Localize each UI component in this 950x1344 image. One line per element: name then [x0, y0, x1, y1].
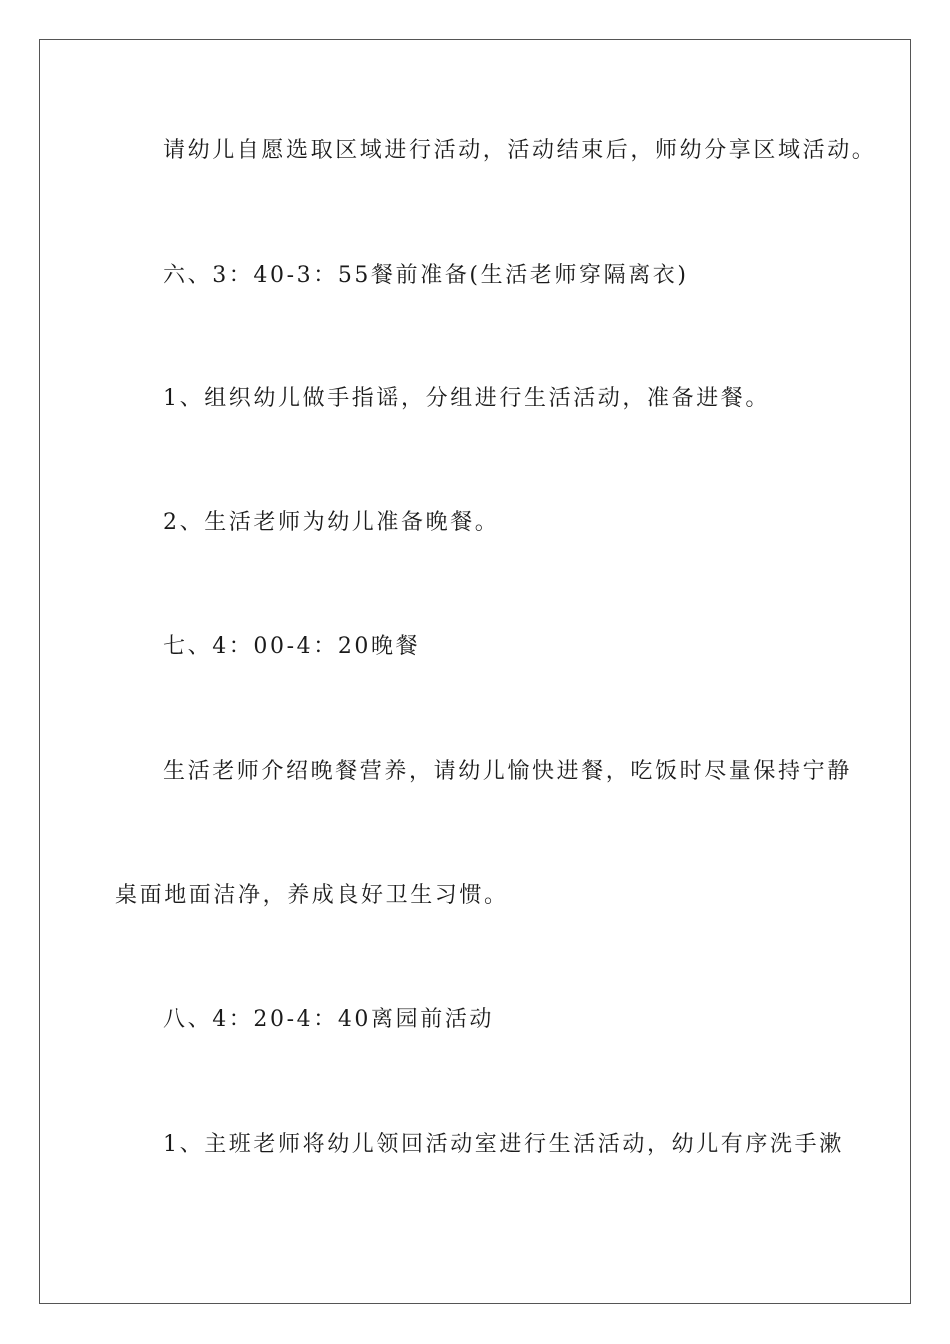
page-border	[39, 39, 911, 1304]
paragraph-dinner-nutrition: 生活老师介绍晚餐营养，请幼儿愉快进餐，吃饭时尽量保持宁静	[163, 759, 852, 784]
paragraph-area-activity: 请幼儿自愿选取区域进行活动，活动结束后，师幼分享区域活动。	[163, 138, 877, 163]
heading-section-six: 六、3：40-3：55餐前准备(生活老师穿隔离衣)	[163, 263, 689, 288]
paragraph-finger-rhyme: 1、组织幼儿做手指谣，分组进行生活活动，准备进餐。	[163, 386, 770, 411]
heading-section-eight: 八、4：20-4：40离园前活动	[163, 1007, 495, 1032]
paragraph-prepare-dinner: 2、生活老师为幼儿准备晚餐。	[163, 510, 500, 535]
paragraph-return-classroom: 1、主班老师将幼儿领回活动室进行生活活动，幼儿有序洗手漱	[163, 1132, 844, 1157]
paragraph-dinner-hygiene: 桌面地面洁净，养成良好卫生习惯。	[115, 883, 509, 908]
heading-section-seven: 七、4：00-4：20晚餐	[163, 634, 421, 659]
